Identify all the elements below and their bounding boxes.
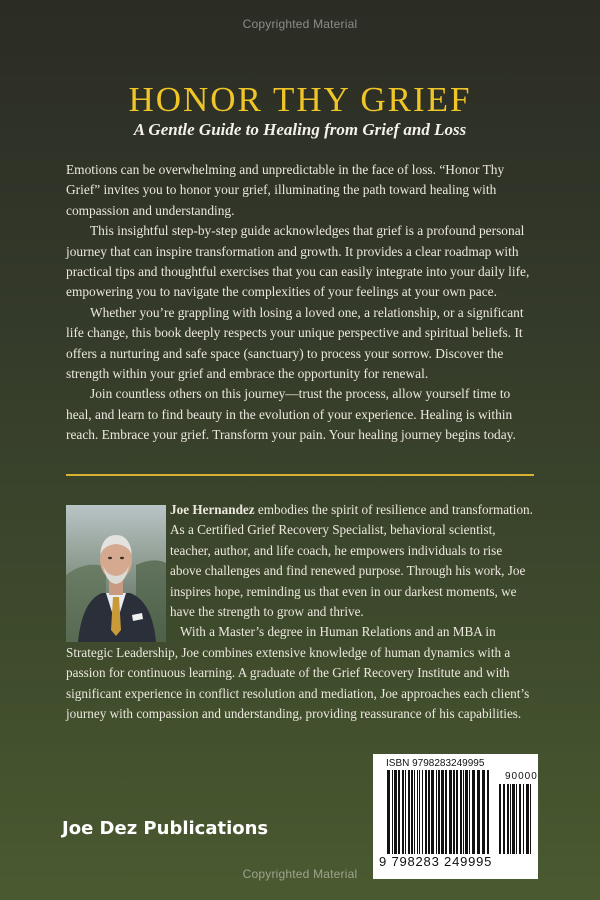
description-paragraph: Join countless others on this journey—trust the process, allow yourself time to heal, and learn to find beauty in the evolution of your experience. Healing is within reach. Embrace your grief. Transform your pain. Your healing journey begins today. xyxy=(66,386,516,443)
author-name: Joe Hernandez xyxy=(170,502,255,517)
description-paragraph: This insightful step-by-step guide acknowledges that grief is a profound personal journey that can inspire transformation and growth. It provides a clear roadmap with practical tips and thoughtful exercises that you can easily integrate into your daily life, empowering you to navigate the complexities of your feelings at your own pace. xyxy=(66,223,530,300)
book-subtitle: A Gentle Guide to Healing from Grief and Loss xyxy=(133,120,467,139)
publisher-name: Joe Dez Publications xyxy=(62,818,269,839)
isbn-barcode xyxy=(373,754,538,879)
ean-number: 9 798283 249995 xyxy=(379,854,493,869)
author-bio xyxy=(66,500,536,724)
book-title: HONOR THY GRIEF xyxy=(128,80,472,119)
book-description xyxy=(66,160,536,446)
watermark-bottom: Copyrighted Material xyxy=(242,867,358,881)
watermark-top: Copyrighted Material xyxy=(242,17,358,31)
bio-text: embodies the spirit of resilience and transformation. As a Certified Grief Recovery Specialist, behavioral scientist, teacher, author, and life coach, he empowers individuals to rise above challenges and find renewed purpose. Through his work, Joe inspires hope, reminding us that even in our darkest moments, we have the strength to grow and thrive. xyxy=(170,502,533,620)
description-paragraph: Whether you’re grappling with losing a loved one, a relationship, or a significant life change, this book deeply respects your unique perspective and spiritual beliefs. It offers a nurturing and safe space (sanctuary) to process your sorrow. Discover the strength within your grief and embrace the opportunity for renewal. xyxy=(66,304,524,382)
isbn-label: ISBN 9798283249995 xyxy=(386,758,485,769)
bio-paragraph: With a Master’s degree in Human Relations and an MBA in Strategic Leadership, Joe combines extensive knowledge of human dynamics with a passion for continuous learning. A graduate of the Grief Recovery Institute and with significant experience in conflict resolution and mediation, Joe approaches each client’s journey with compassion and understanding, providing reassurance of his capabilities. xyxy=(66,624,530,722)
description-paragraph: Emotions can be overwhelming and unpredictable in the face of loss. “Honor Thy Grief” invites you to honor your grief, illuminating the path toward healing with compassion and understanding. xyxy=(66,162,505,218)
section-divider xyxy=(66,474,534,476)
photo-spacer xyxy=(66,500,170,634)
price-addon-number: 90000 xyxy=(505,771,538,782)
